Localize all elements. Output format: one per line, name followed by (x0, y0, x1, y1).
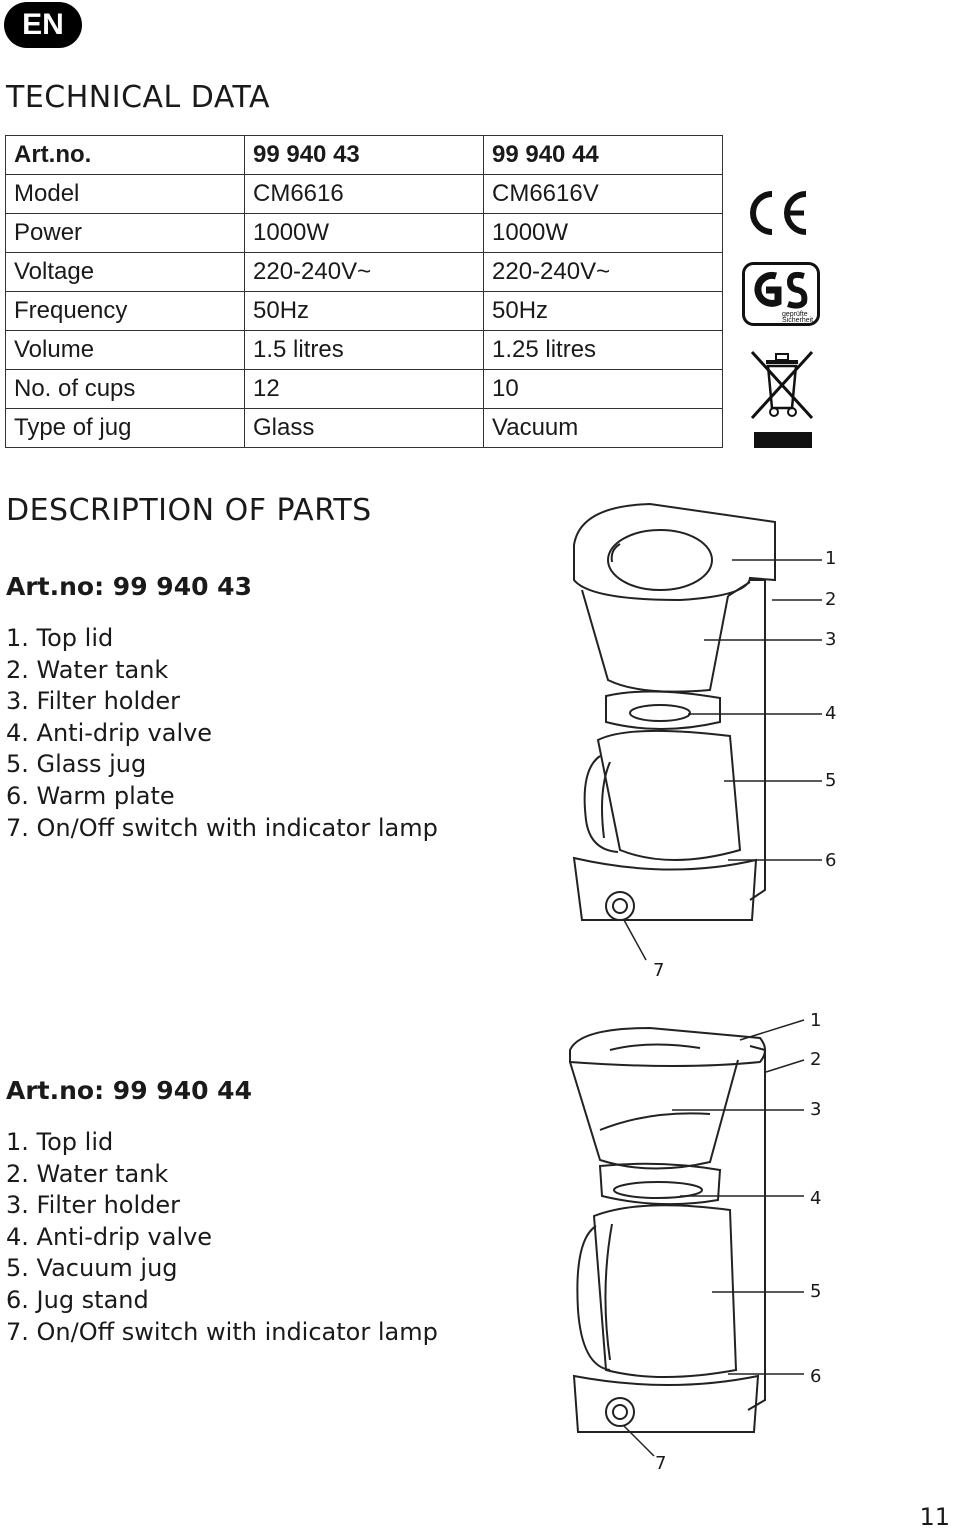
list-item: 5. Glass jug (6, 750, 147, 779)
coffee-maker-vacuum-illustration (560, 1010, 810, 1450)
ce-mark-icon (742, 188, 812, 238)
callout-3: 3 (825, 629, 837, 650)
list-item: 1. Top lid (6, 1128, 114, 1156)
list-item: 3. Filter holder (6, 687, 181, 716)
list-item: 2. Water tank (6, 655, 169, 684)
table-header-cell: 99 940 43 (245, 136, 484, 175)
list-item: 2. Water tank (6, 1159, 169, 1188)
list-item: 1. Top lid (6, 624, 114, 652)
table-row (6, 175, 723, 214)
callout-5: 5 (810, 1281, 822, 1302)
table-cell: Vacuum (484, 409, 723, 448)
callout-3: 3 (810, 1099, 822, 1120)
description-title: DESCRIPTION OF PARTS (6, 493, 372, 528)
table-cell: Model (6, 175, 245, 214)
table-cell: No. of cups (6, 370, 245, 409)
callout-line (624, 1426, 654, 1456)
callout-4: 4 (825, 703, 837, 724)
table-cell: CM6616 (245, 175, 484, 214)
table-header-row (6, 136, 723, 175)
callout-4: 4 (810, 1188, 822, 1209)
table-cell: 1000W (245, 214, 484, 253)
table-cell: 1.25 litres (484, 331, 723, 370)
language-badge: EN (4, 2, 82, 48)
callout-1: 1 (825, 548, 837, 569)
gs-mark-icon (742, 262, 820, 326)
list-item: 6. Warm plate (6, 781, 175, 810)
gs-label-2: Sicherheit (782, 317, 814, 324)
table-cell: 1.5 litres (245, 331, 484, 370)
list-item: 7. On/Off switch with indicator lamp (6, 813, 438, 842)
callout-1: 1 (810, 1010, 822, 1031)
table-cell: Glass (245, 409, 484, 448)
callout-7: 7 (655, 1453, 667, 1474)
callout-line (624, 920, 646, 960)
callout-6: 6 (825, 850, 837, 871)
list-item: 5. Vacuum jug (6, 1254, 178, 1283)
callout-line (766, 1060, 804, 1072)
coffee-maker-glass-illustration (560, 500, 820, 940)
product-2-parts-list (6, 1127, 438, 1348)
table-cell: 12 (245, 370, 484, 409)
list-item: 4. Anti-drip valve (6, 718, 213, 747)
table-cell: CM6616V (484, 175, 723, 214)
table-cell: Volume (6, 331, 245, 370)
table-cell: Frequency (6, 292, 245, 331)
table-cell: 220-240V~ (484, 253, 723, 292)
table-header-cell: 99 940 44 (484, 136, 723, 175)
table-row (6, 214, 723, 253)
table-cell: 50Hz (245, 292, 484, 331)
table-header-cell: Art.no. (6, 136, 245, 175)
list-item: 4. Anti-drip valve (6, 1222, 213, 1251)
callout-5: 5 (825, 770, 837, 791)
callout-6: 6 (810, 1366, 822, 1387)
technical-data-table (5, 135, 723, 448)
table-cell: Power (6, 214, 245, 253)
table-cell: 1000W (484, 214, 723, 253)
callout-line (740, 1020, 804, 1040)
table-row (6, 253, 723, 292)
table-cell: 220-240V~ (245, 253, 484, 292)
weee-bin-icon (746, 346, 818, 451)
list-item: 7. On/Off switch with indicator lamp (6, 1317, 438, 1346)
callout-2: 2 (825, 589, 837, 610)
gs-label-1: geprüfte (782, 311, 808, 318)
table-row (6, 292, 723, 331)
page-number: 11 (919, 1503, 950, 1531)
product-2-artno: Art.no: 99 940 44 (6, 1076, 252, 1105)
table-cell: Voltage (6, 253, 245, 292)
table-row (6, 370, 723, 409)
list-item: 6. Jug stand (6, 1285, 149, 1314)
callout-7: 7 (653, 960, 665, 981)
table-cell: 10 (484, 370, 723, 409)
table-row (6, 331, 723, 370)
list-item: 3. Filter holder (6, 1191, 181, 1220)
table-cell: Type of jug (6, 409, 245, 448)
product-1-artno: Art.no: 99 940 43 (6, 572, 252, 601)
technical-data-title: TECHNICAL DATA (6, 80, 271, 115)
product-1-parts-list (6, 623, 438, 844)
callout-2: 2 (810, 1049, 822, 1070)
table-cell: 50Hz (484, 292, 723, 331)
table-row (6, 409, 723, 448)
